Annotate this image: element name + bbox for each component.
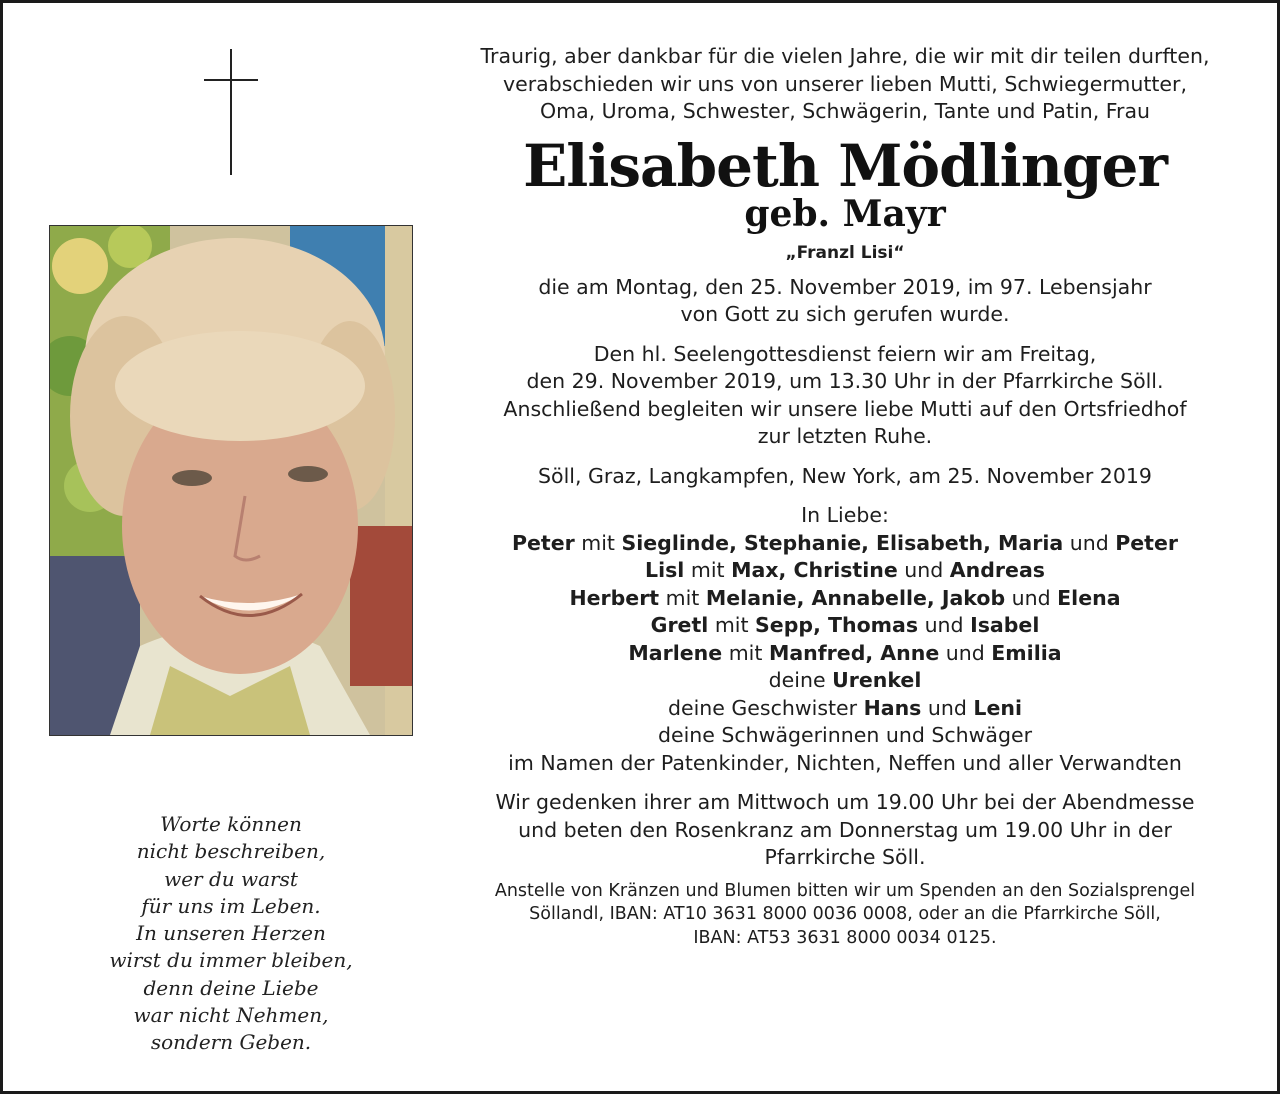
poem-line: In unseren Herzen [136, 921, 326, 946]
funeral-line: den 29. November 2019, um 13.30 Uhr in der Pfarrkirche Söll. [526, 369, 1164, 393]
remembrance-line: und beten den Rosenkranz am Donnerstag um 19.00 Uhr in der [518, 817, 1172, 842]
place-date: Söll, Graz, Langkampfen, New York, am 25. November 2019 [538, 463, 1152, 488]
remembrance-line: Pfarrkirche Söll. [764, 845, 926, 869]
portrait-photo [49, 225, 413, 736]
poem-line: Worte können [160, 812, 302, 836]
family-line: Lisl mit Max, Christine und Andreas [645, 558, 1045, 582]
poem-line: für uns im Leben. [141, 893, 321, 918]
family-line: Marlene mit Manfred, Anne und Emilia [628, 640, 1062, 665]
siblings-line: deine Geschwister Hans und Leni [667, 695, 1023, 720]
intro-line: Traurig, aber dankbar für die vielen Jahre, die wir mit dir teilen durften, [480, 44, 1210, 68]
poem [83, 811, 379, 1057]
funeral-line: Den hl. Seelengottesdienst feiern wir am Freitag, [593, 341, 1097, 366]
family-line: Herbert mit Melanie, Annabelle, Jakob und Elena [569, 585, 1121, 610]
funeral-line: Anschließend begleiten wir unsere liebe Mutti auf den Ortsfriedhof [503, 396, 1187, 421]
funeral-line: zur letzten Ruhe. [757, 424, 933, 448]
in-love-heading: In Liebe: [801, 503, 889, 527]
poem-line: nicht beschreiben, [136, 839, 326, 864]
relatives-line: im Namen der Patenkinder, Nichten, Neffen und aller Verwandten [508, 750, 1182, 775]
poem-line: war nicht Nehmen, [133, 1003, 329, 1028]
poem-line: sondern Geben. [150, 1030, 312, 1055]
donation-line: IBAN: AT53 3631 8000 0034 0125. [693, 927, 997, 948]
in-laws-line: deine Schwägerinnen und Schwäger [657, 723, 1033, 747]
poem-line: wer du warst [164, 866, 298, 891]
remembrance-line: Wir gedenken ihrer am Mittwoch um 19.00 Uhr bei der Abendmesse [495, 790, 1195, 814]
family-line: Peter mit Sieglinde, Stephanie, Elisabeth, Maria und Peter [511, 530, 1178, 555]
nickname: „Franzl Lisi“ [785, 242, 905, 263]
deceased-name: Elisabeth Mödlinger [523, 131, 1167, 200]
great-grandchildren-line: deine Urenkel [768, 668, 922, 692]
intro-line: verabschieden wir uns von unserer lieben Mutti, Schwiegermutter, [503, 71, 1187, 96]
cross-icon [204, 49, 258, 175]
intro-line: Oma, Uroma, Schwester, Schwägerin, Tante und Patin, Frau [539, 99, 1151, 123]
poem-line: wirst du immer bleiben, [109, 948, 353, 973]
obituary-text [443, 43, 1247, 950]
poem-line: denn deine Liebe [143, 975, 319, 1000]
death-line: von Gott zu sich gerufen wurde. [680, 302, 1010, 326]
donation-line: Anstelle von Kränzen und Blumen bitten wir um Spenden an den Sozialsprengel [494, 880, 1196, 901]
death-line: die am Montag, den 25. November 2019, im 97. Lebensjahr [538, 274, 1152, 299]
birth-name: geb. Mayr [744, 192, 946, 235]
donation-line: Söllandl, IBAN: AT10 3631 8000 0036 0008, oder an die Pfarrkirche Söll, [529, 904, 1161, 924]
family-line: Gretl mit Sepp, Thomas und Isabel [650, 613, 1040, 637]
